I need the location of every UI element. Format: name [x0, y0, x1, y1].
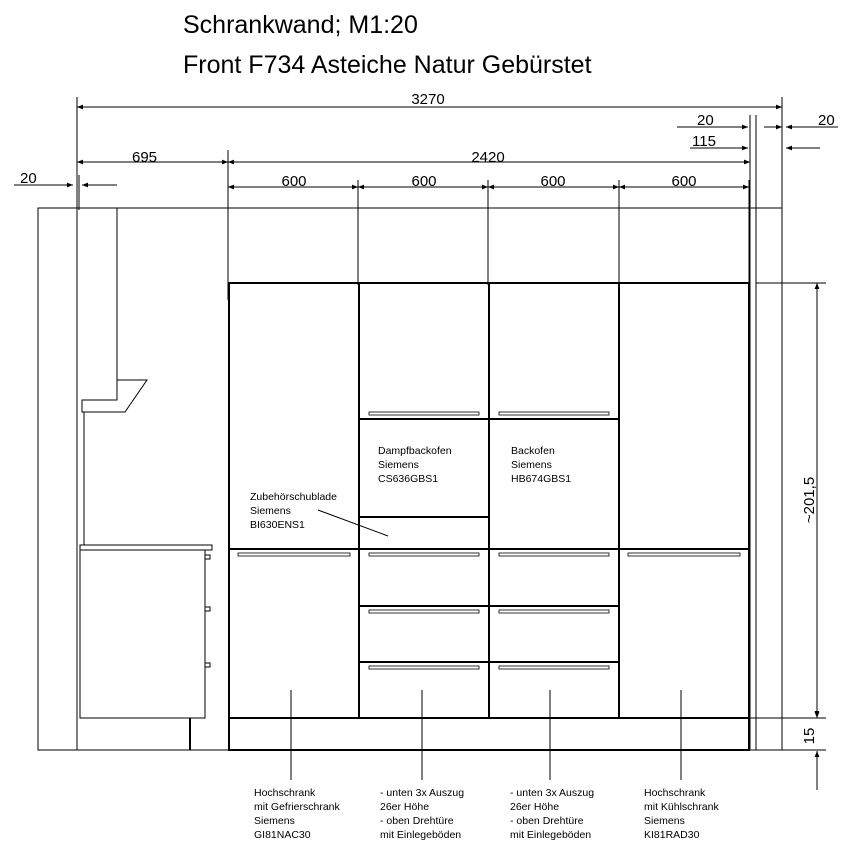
dim-plinth-label: 15: [801, 727, 818, 745]
oven-brand: Siemens: [511, 459, 552, 471]
dim-col1-label: 600: [281, 173, 307, 190]
dim-total-width: [77, 91, 782, 300]
steam-oven-name: Dampfbackofen: [378, 445, 452, 457]
dim-left-section-label: 695: [132, 149, 158, 166]
tall-cabinet-block: [229, 283, 749, 750]
label-column2-line4: mit Einlegeböden: [380, 829, 462, 841]
dim-plinth: [750, 682, 826, 790]
accessory-drawer-model: BI630ENS1: [250, 519, 305, 531]
oven-label: [511, 445, 571, 485]
label-column3: [510, 787, 594, 841]
label-column2-line3: - oben Drehtüre: [380, 815, 454, 827]
title-line2: Front F734 Asteiche Natur Gebürstet: [183, 51, 592, 79]
right-wall: [756, 208, 782, 750]
accessory-drawer-brand: Siemens: [250, 505, 291, 517]
dim-height: [750, 283, 826, 718]
label-fridge: [644, 787, 719, 841]
label-fridge-line2: mit Kühlschrank: [644, 801, 719, 813]
range-hood: [82, 380, 147, 412]
steam-oven-label: [378, 445, 452, 485]
dim-height-label: ~201,5: [801, 476, 818, 524]
dim-cabinet-run-label: 2420: [471, 149, 505, 166]
label-column3-line3: - oben Drehtüre: [510, 815, 584, 827]
oven-name: Backofen: [511, 445, 555, 457]
label-fridge-line1: Hochschrank: [644, 787, 706, 799]
dim-right-wall-label: 20: [818, 112, 835, 129]
label-freezer-line4: GI81NAC30: [254, 829, 311, 841]
base-cabinet: [80, 550, 205, 718]
dim-col2-label: 600: [411, 173, 437, 190]
label-column3-line2: 26er Höhe: [510, 801, 560, 813]
dim-total-width-label: 3270: [411, 91, 445, 108]
label-column3-line1: - unten 3x Auszug: [510, 787, 595, 799]
dim-right-panel: [690, 133, 820, 150]
steam-oven-model: CS636GBS1: [378, 473, 439, 485]
dim-right-wall: [786, 112, 838, 129]
label-column3-line4: mit Einlegeböden: [510, 829, 592, 841]
accessory-drawer-name: Zubehörschublade: [250, 491, 337, 503]
steam-oven-brand: Siemens: [378, 459, 419, 471]
label-column2-line2: 26er Höhe: [380, 801, 430, 813]
accessory-drawer-label: [250, 491, 388, 536]
label-freezer-line1: Hochschrank: [254, 787, 316, 799]
dim-left-wall: [14, 170, 117, 210]
label-fridge-line3: Siemens: [644, 815, 685, 827]
dim-right-gap-label: 20: [697, 112, 714, 129]
label-fridge-line4: KI81RAD30: [644, 829, 700, 841]
oven-model: HB674GBS1: [511, 473, 572, 485]
left-kitchen-section: [80, 208, 212, 750]
dim-cabinet-run: [228, 149, 750, 166]
dim-left-section: [77, 149, 228, 300]
label-column2: [380, 787, 464, 841]
title-line1: Schrankwand; M1:20: [183, 11, 418, 39]
dim-left-wall-label: 20: [20, 170, 37, 187]
left-wall: [38, 208, 77, 750]
label-freezer-line2: mit Gefrierschrank: [254, 801, 340, 813]
dim-col4-label: 600: [671, 173, 697, 190]
dim-right-panel-label: 115: [692, 133, 716, 150]
label-column2-line1: - unten 3x Auszug: [380, 787, 465, 799]
worktop: [80, 545, 212, 550]
label-freezer-line3: Siemens: [254, 815, 295, 827]
dim-right-gap: [677, 112, 782, 129]
label-freezer: [254, 787, 341, 841]
dim-col3-label: 600: [540, 173, 566, 190]
dim-columns: [228, 173, 749, 285]
leader-lines: [291, 690, 681, 780]
